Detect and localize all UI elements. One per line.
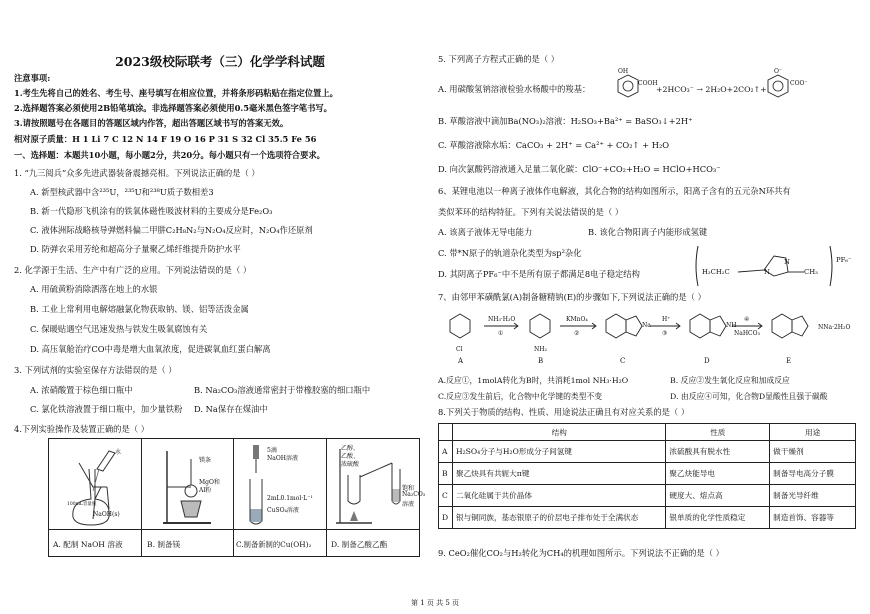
page-title: 2023级校际联考（三）化学学科试题 <box>115 54 325 69</box>
q6-stem-2: 类似苯环的结构特征。下列有关说法错误的是（ ） <box>438 207 624 217</box>
step-3-label: ③ <box>662 330 668 337</box>
q2-option-a: A. 用硫黄粉消除洒落在地上的水银 <box>30 284 158 294</box>
q2-stem: 2. 化学源于生活、生产中有广泛的应用。下列说法错误的是（ ） <box>14 265 252 275</box>
compound-a: A <box>458 357 464 365</box>
q2-option-c: C. 保暖贴遇空气迅速发热与铁发生吸氧腐蚀有关 <box>30 324 208 334</box>
step-2-label: ② <box>574 330 580 337</box>
c-label-conc: 2mL0.1mol·L⁻¹ <box>267 495 313 502</box>
q4-caption-c: C.制备新制的Cu(OH)₂ <box>236 540 312 549</box>
q2-option-b: B. 工业上常利用电解熔融氯化物获取钠、镁、铝等活泼金属 <box>30 304 249 314</box>
row-use: 做干燥剂 <box>770 441 856 463</box>
row-use: 制备光导纤维 <box>770 485 856 507</box>
compound-c: C <box>620 357 626 365</box>
a-label-water: 水 <box>115 449 122 456</box>
q9-stem: 9. CeO₂催化CO₂与H₂转化为CH₄的机理如图所示。下列说法不正确的是（ ） <box>438 548 724 558</box>
a-label-naoh: NaOH(s) <box>93 511 120 518</box>
row-use: 制备导电高分子膜 <box>770 463 856 485</box>
q4-caption-a: A. 配制 NaOH 溶液 <box>53 540 123 549</box>
table-row <box>439 441 856 463</box>
q6-option-c: C. 带*N原子的轨道杂化类型为sp²杂化 <box>438 248 582 258</box>
d-label-acetic: 乙酸、 <box>341 453 360 460</box>
compound-b: B <box>538 357 544 365</box>
page-footer: 第 1 页 共 5 页 <box>410 599 460 607</box>
ionic-liquid-structure <box>694 244 854 288</box>
step-1-label: ① <box>498 330 504 337</box>
ethyl-label: H₃CH₂C <box>702 268 730 276</box>
row-key: C <box>439 485 453 507</box>
row-use: 制造首饰、容器等 <box>770 507 856 529</box>
n-label: N <box>784 258 790 266</box>
row-property: 浓硫酸具有脱水性 <box>666 441 770 463</box>
header-property: 性质 <box>666 424 770 441</box>
q6-stem: 6、某锂电池以一种离子液体作电解液，其化合物的结构如图所示，阳离子含有的五元杂N环共有 <box>438 186 791 196</box>
note-3: 3.请按照题号在各题目的答题区域内作答，超出答题区域书写的答案无效。 <box>14 118 289 128</box>
methyl-label: CH₃ <box>804 268 818 276</box>
c-label-naoh: NaOH溶液 <box>267 455 298 462</box>
row-property: 银单质的化学性质稳定 <box>666 507 770 529</box>
q3-option-d: D. Na保存在煤油中 <box>194 404 268 414</box>
q4-apparatus-table <box>48 438 426 557</box>
reagent-nh3: NH₃·H₂O <box>488 316 516 323</box>
salt-coo-label: COO⁻ <box>790 80 808 87</box>
pf6-label: PF₆⁻ <box>836 256 852 264</box>
q6-option-a: A. 该离子液体无导电能力 <box>438 227 533 237</box>
section-1-heading: 一、选择题：本题共10小题，每小题2分，共20分。每小题只有一个选项符合要求。 <box>14 150 325 160</box>
row-structure: 二氧化硅属于共价晶体 <box>452 485 665 507</box>
q5-stem: 5. 下列离子方程式正确的是（ ） <box>438 54 560 64</box>
n-star-label: N <box>764 268 770 276</box>
c-label-drops: 5滴 <box>267 447 277 454</box>
q1-stem: 1. “九三阅兵”众多先进武器装备震撼亮相。下列说法正确的是（ ） <box>14 168 260 178</box>
reagent-h: H⁺ <box>662 316 671 323</box>
d-label-h2so4: 浓硫酸 <box>341 461 360 468</box>
header-use: 用途 <box>770 424 856 441</box>
b-label-mgo: MgO和 <box>199 479 220 486</box>
row-key: D <box>439 507 453 529</box>
q7-option-b: B. 反应②发生氧化反应和加成反应 <box>670 376 790 385</box>
row-structure: 银与铜同族，基态银原子的价层电子排布处于全满状态 <box>452 507 665 529</box>
atomic-masses: 相对原子质量：H 1 Li 7 C 12 N 14 F 19 O 16 P 31 S 32 Cl 35.5 Fe 56 <box>14 134 317 144</box>
reagent-nahco3: NaHCO₃ <box>734 330 760 337</box>
q4-caption-b: B. 制备镁 <box>147 540 181 549</box>
q1-option-a: A. 新型核武器中含²³⁵U，²³⁵U和²³⁸U质子数相差3 <box>30 187 214 197</box>
d-label-sat: 饱和 <box>402 485 415 492</box>
c-na-label: Na <box>642 322 651 329</box>
d-nh-label: NH <box>726 322 737 329</box>
note-1: 1.考生先将自己的姓名、考生号、座号填写在相应位置，并将条形码粘贴在指定位置上。 <box>14 88 338 98</box>
q3-option-b: B. Na₂CO₃溶液通常密封于带橡胶塞的细口瓶中 <box>194 385 371 395</box>
row-key: A <box>439 441 453 463</box>
q4-stem: 4.下列实验操作及装置正确的是（ ） <box>14 424 150 434</box>
q7-option-a: A.反应①，1molA转化为B时，共消耗1mol NH₃·H₂O <box>438 376 629 385</box>
sal-cooh-label: COOH <box>638 80 658 87</box>
header-structure: 结构 <box>452 424 665 441</box>
reagent-kmno4: KMnO₄ <box>566 316 588 323</box>
q1-option-b: B. 新一代隐形飞机涂有的铁氧体磁性吸波材料的主要成分是Fe₂O₃ <box>30 206 273 216</box>
b-nh2-label: NH₂ <box>534 346 547 353</box>
q5-option-a: A. 用碳酸氢钠溶液检验水杨酸中的羧基： <box>438 84 591 94</box>
q3-option-c: C. 氯化铁溶液置于细口瓶中，加少量铁粉 <box>30 404 183 414</box>
q1-option-d: D. 防弹衣采用芳纶和超高分子量聚乙烯纤维提升防护水平 <box>30 244 241 254</box>
q8-property-table <box>438 423 856 529</box>
b-label-mg: 镁条 <box>199 457 212 464</box>
header-cell <box>439 424 453 441</box>
row-property: 硬度大、熔点高 <box>666 485 770 507</box>
row-structure: 聚乙炔具有共轭大π键 <box>452 463 665 485</box>
q2-option-d: D. 高压氧舱治疗CO中毒是增大血氧浓度，促进碳氧血红蛋白解离 <box>30 344 271 354</box>
compound-e: E <box>786 357 792 365</box>
q7-option-d: D. 由反应④可知，化合物D显酸性且强于碳酸 <box>670 392 828 401</box>
q1-option-c: C. 液体洲际战略核导弹燃料偏二甲肼C₂H₈N₂与N₂O₄反应时，N₂O₄作还原剂 <box>30 225 313 235</box>
table-row <box>439 463 856 485</box>
a-label-flask: 100mL容量瓶 <box>67 502 97 507</box>
q5-eq-middle: +2HCO₃⁻ → 2H₂O+2CO₂↑+ <box>656 85 767 94</box>
row-structure: H₂SO₄分子与H₂O形成分子间氢键 <box>452 441 665 463</box>
q7-option-c: C.反应③发生前后，化合物中化学键的类型不变 <box>438 392 603 401</box>
q4-caption-d: D. 制备乙酸乙酯 <box>331 540 388 549</box>
note-2: 2.选择题答案必须使用2B铅笔填涂。非选择题答案必须使用0.5毫米黑色签字笔书写。 <box>14 103 332 113</box>
a-cl-label: Cl <box>456 346 463 353</box>
q3-option-a: A. 浓硝酸置于棕色细口瓶中 <box>30 385 133 395</box>
q6-option-d: D. 其阴离子PF₆⁻中不是所有原子都满足8电子稳定结构 <box>438 269 640 279</box>
q5-option-c: C. 草酸溶液除水垢：CaCO₃ + 2H⁺ = Ca²⁺ + CO₂↑ + H₂O <box>438 140 670 150</box>
row-key: B <box>439 463 453 485</box>
row-property: 聚乙炔能导电 <box>666 463 770 485</box>
step-4-label: ④ <box>744 316 750 323</box>
d-label-ethanol: 乙醇、 <box>341 445 360 452</box>
table-row <box>439 485 856 507</box>
c-label-cuso4: CuSO₄溶液 <box>267 507 299 514</box>
notes-heading: 注意事项: <box>14 73 51 83</box>
q6-option-b: B. 该化合物阳离子内能形成氢键 <box>588 227 708 237</box>
q7-stem: 7、由邻甲苯磺酰氯(A)制备糖精钠(E)的步骤如下,下列说法正确的是（ ） <box>438 292 706 302</box>
d-label-soln: 溶液 <box>402 501 415 508</box>
e-water-label: NNa·2H₂O <box>818 324 851 331</box>
q5-option-b: B. 草酸溶液中滴加Ba(NO₃)₂溶液：H₂SO₃+Ba²⁺ = BaSO₃↓+2H⁺ <box>438 116 693 126</box>
q5-option-d: D. 向次氯酸钙溶液通入足量二氧化碳：ClO⁻+CO₂+H₂O = HClO+HCO₃⁻ <box>438 164 721 174</box>
q3-stem: 3. 下列试剂的实验室保存方法错误的是（ ） <box>14 365 177 375</box>
b-label-al: Al粉 <box>199 487 212 494</box>
compound-d: D <box>704 357 710 365</box>
q8-stem: 8.下列关于物质的结构、性质、用途说法正确且有对应关系的是（ ） <box>438 407 690 417</box>
d-label-na2co3: Na₂CO₃ <box>402 491 426 498</box>
sal-oh-label: OH <box>618 68 629 75</box>
table-row <box>439 507 856 529</box>
table-header-row <box>439 424 856 441</box>
salt-o-label: O⁻ <box>774 68 783 75</box>
